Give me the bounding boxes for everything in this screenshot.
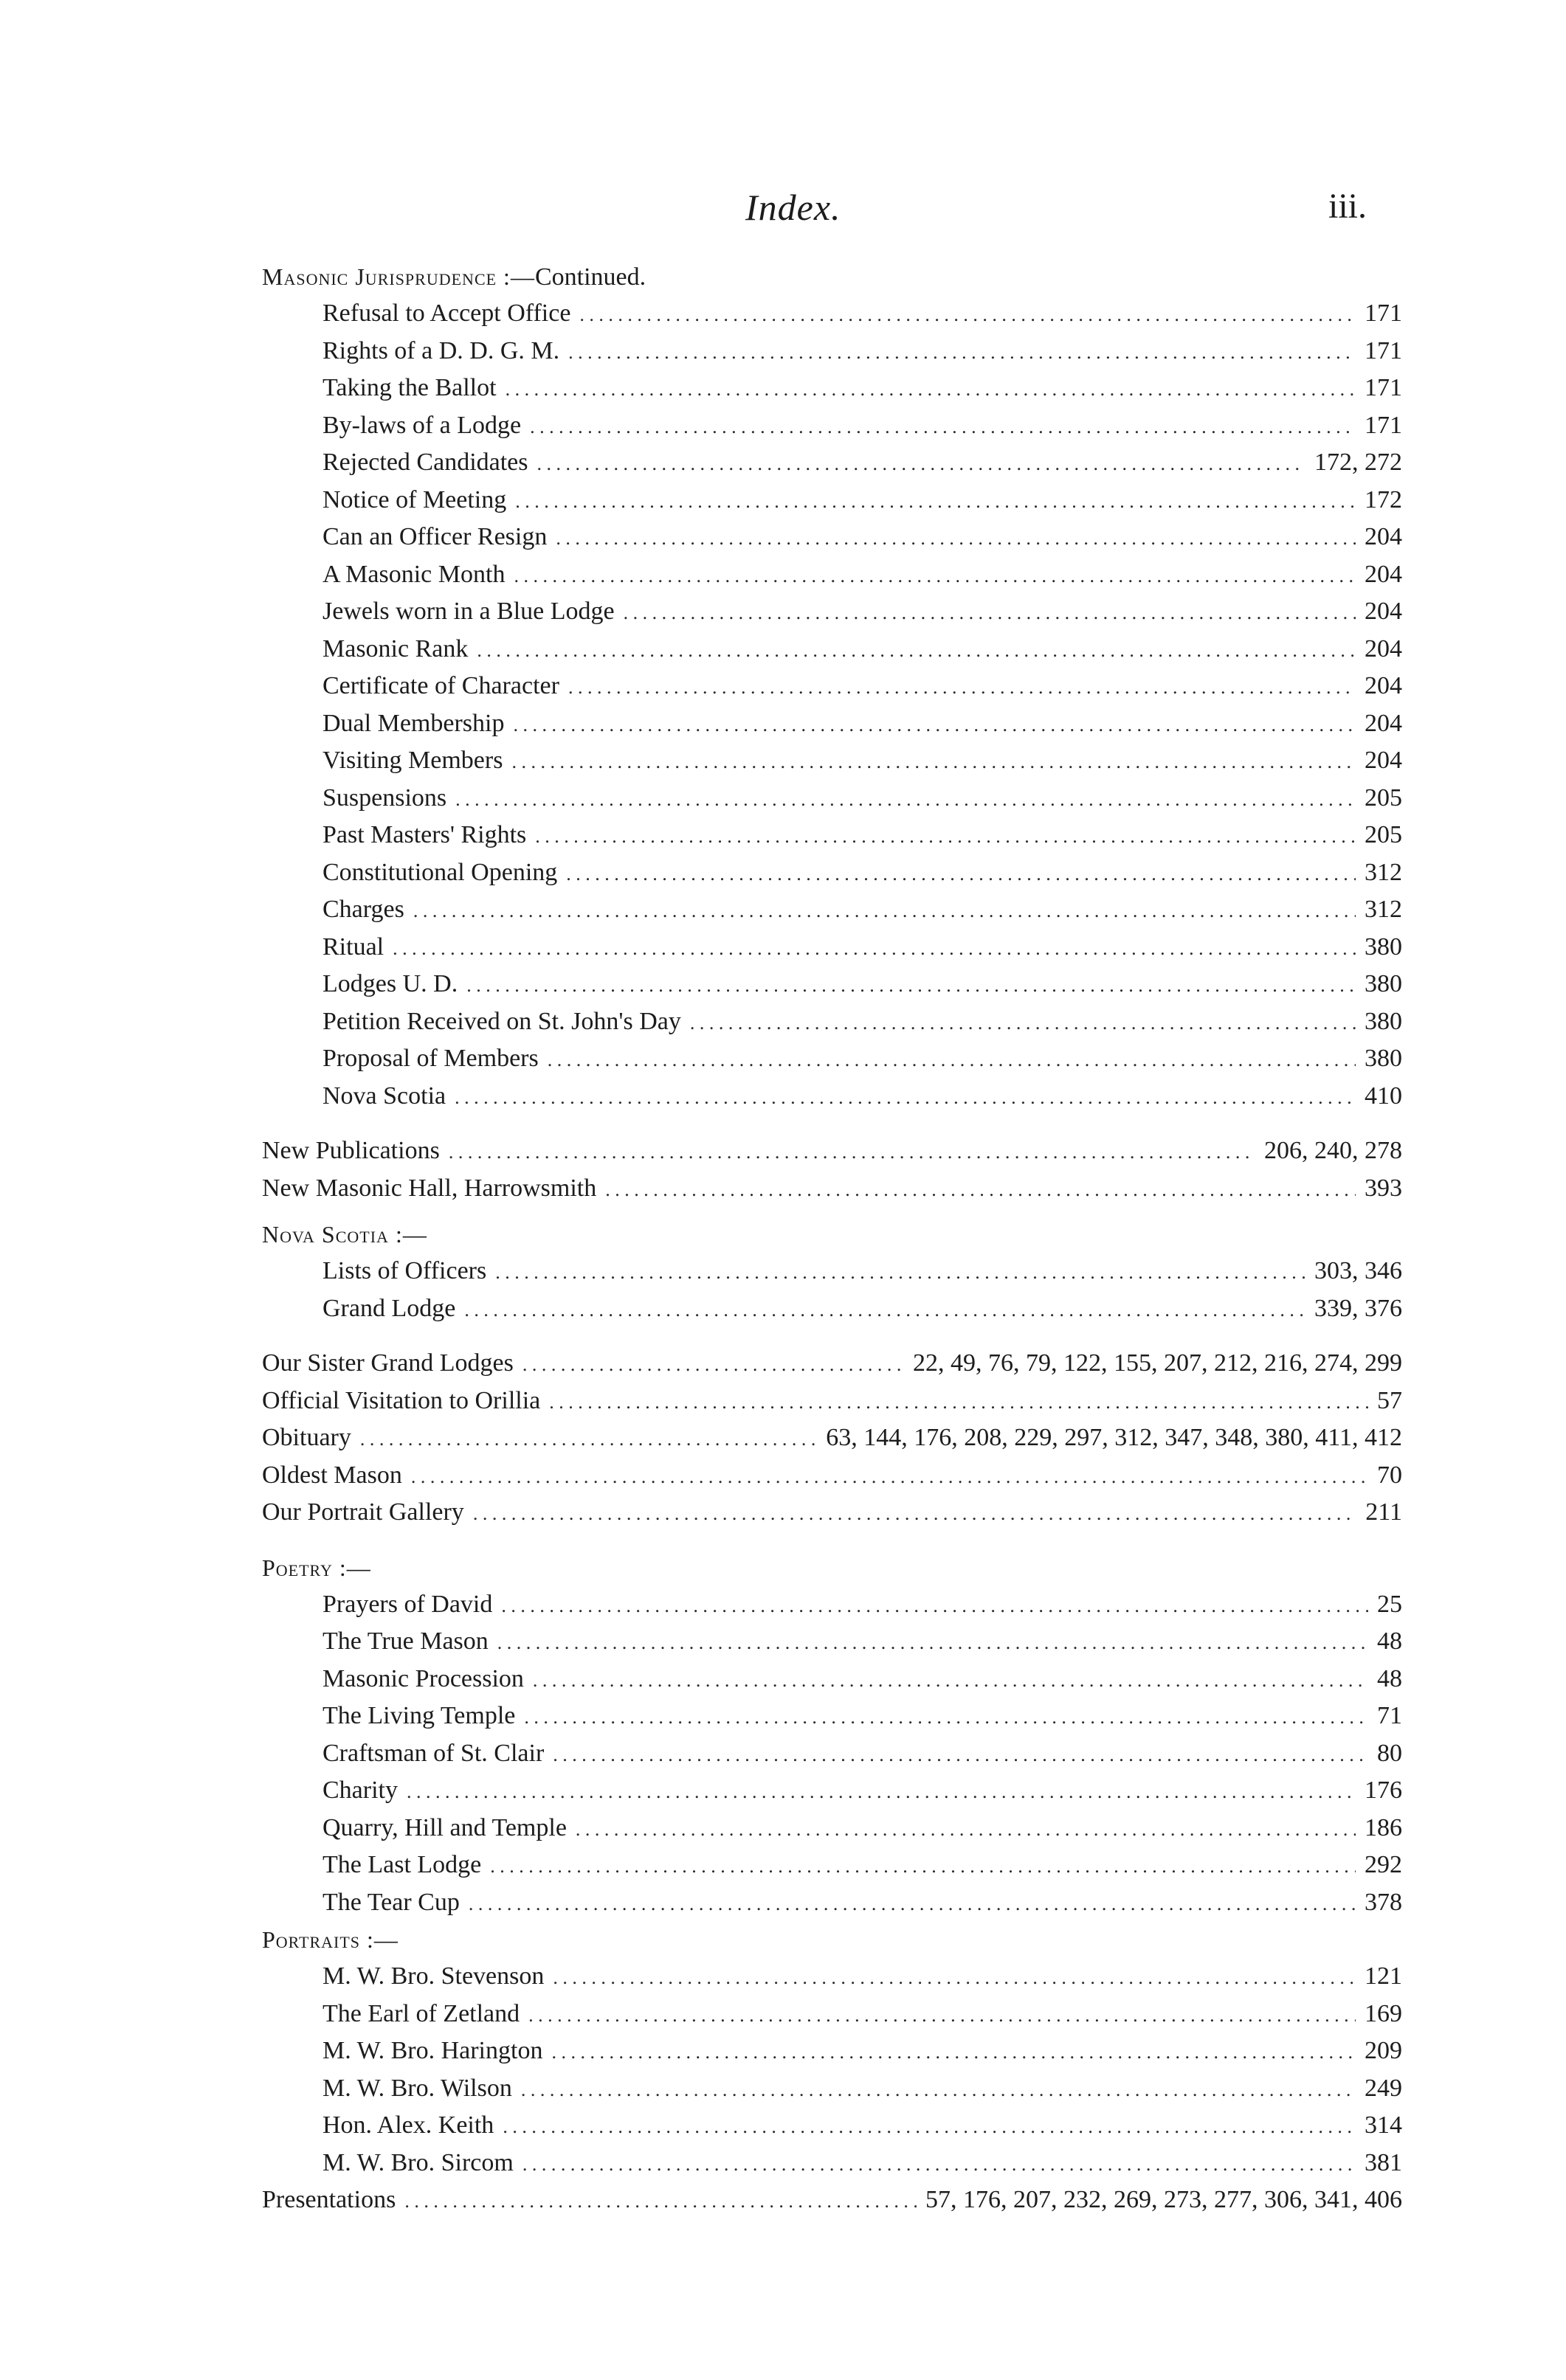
index-entry <box>262 1170 1402 1208</box>
dot-leader <box>455 780 1356 819</box>
dot-leader <box>549 1383 1368 1422</box>
index-entry <box>262 1735 1402 1773</box>
dot-leader <box>464 1290 1305 1329</box>
index-entry <box>262 2033 1402 2070</box>
entry-pages: 171 <box>1365 336 1402 364</box>
entry-label: Our Sister Grand Lodges <box>262 1349 514 1377</box>
entry-pages: 48 <box>1377 1627 1402 1655</box>
nova-scotia-list <box>262 1253 1402 1327</box>
entry-label: Suspensions <box>322 783 447 812</box>
index-entry <box>262 556 1402 594</box>
entry-label: Obituary <box>262 1424 351 1451</box>
index-entry <box>262 1698 1402 1735</box>
index-entry <box>262 2145 1402 2182</box>
section-heading-poetry: Poetry :— <box>262 1554 371 1581</box>
index-entry <box>262 370 1402 407</box>
entry-label: Official Visitation to Orillia <box>262 1386 541 1414</box>
dot-leader <box>393 929 1356 968</box>
index-entry <box>262 1847 1402 1884</box>
entry-label: The Last Lodge <box>322 1851 482 1878</box>
entry-label: The True Mason <box>322 1627 489 1655</box>
index-entry <box>262 407 1402 445</box>
masonic-jurisprudence-list <box>262 295 1402 1115</box>
entry-label: A Masonic Month <box>322 560 506 588</box>
entry-pages: 380 <box>1365 933 1402 961</box>
entry-label: Hon. Alex. Keith <box>322 2111 494 2139</box>
entry-label: Nova Scotia <box>322 1082 446 1110</box>
index-entry <box>262 966 1402 1003</box>
dot-leader <box>413 891 1356 930</box>
index-entry <box>262 891 1402 929</box>
entry-pages: 381 <box>1365 2148 1402 2176</box>
entry-label: Petition Received on St. John's Day <box>322 1007 681 1035</box>
dot-leader <box>690 1003 1356 1042</box>
entry-pages: 380 <box>1365 970 1402 997</box>
entry-pages: 171 <box>1365 374 1402 401</box>
entry-label: New Publications <box>262 1137 440 1164</box>
index-entry <box>262 1132 1402 1170</box>
entry-label: Jewels worn in a Blue Lodge <box>322 598 615 625</box>
entry-pages: 393 <box>1365 1174 1402 1202</box>
entry-label: The Tear Cup <box>322 1888 460 1916</box>
dot-leader <box>360 1419 817 1459</box>
entry-pages: 204 <box>1365 634 1402 663</box>
dot-leader <box>506 370 1356 409</box>
entry-pages: 211 <box>1365 1498 1402 1526</box>
entry-label: Constitutional Opening <box>322 858 558 886</box>
entry-label: Past Masters' Rights <box>322 821 527 848</box>
dot-leader <box>556 519 1356 558</box>
entry-pages: 204 <box>1365 598 1402 625</box>
entry-pages: 378 <box>1365 1888 1402 1916</box>
entry-label: Visiting Members <box>322 747 503 774</box>
entry-pages: 176 <box>1365 1777 1402 1804</box>
index-entry <box>262 742 1402 780</box>
index-entry <box>262 780 1402 817</box>
dot-leader <box>495 1253 1305 1292</box>
dot-leader <box>455 1078 1356 1117</box>
section-heading-masonic-jurisprudence <box>262 258 1402 295</box>
entry-pages: 121 <box>1365 1962 1402 1990</box>
index-entry <box>262 1253 1402 1290</box>
dot-leader <box>490 1847 1356 1886</box>
entry-label: M. W. Bro. Stevenson <box>322 1962 545 1990</box>
entry-label: Our Portrait Gallery <box>262 1498 464 1526</box>
section-heading-nova-scotia: Nova Scotia :— <box>262 1221 427 1248</box>
dot-leader <box>522 1345 904 1384</box>
index-entry <box>262 668 1402 705</box>
index-entry <box>262 1003 1402 1041</box>
dot-leader <box>515 482 1356 521</box>
dot-leader <box>404 2182 917 2221</box>
dot-leader <box>524 1698 1368 1737</box>
entry-label: Craftsman of St. Clair <box>322 1739 545 1767</box>
entry-pages: 22, 49, 76, 79, 122, 155, 207, 212, 216, 274, 299 <box>913 1349 1402 1377</box>
index-content <box>262 258 1402 2219</box>
dot-leader <box>551 2033 1356 2072</box>
index-entry <box>262 1884 1402 1922</box>
index-entry <box>262 929 1402 966</box>
section-heading-portraits: Portraits :— <box>262 1926 399 1953</box>
entry-pages: 206, 240, 278 <box>1264 1137 1402 1164</box>
entry-label: Masonic Procession <box>322 1664 524 1692</box>
index-entry <box>262 1383 1402 1420</box>
dot-leader <box>537 444 1305 483</box>
index-entry <box>262 2070 1402 2108</box>
dot-leader <box>469 1884 1356 1923</box>
entry-pages: 380 <box>1365 1007 1402 1035</box>
entry-label: Charges <box>322 896 404 923</box>
dot-leader <box>533 1661 1368 1700</box>
entry-pages: 204 <box>1365 523 1402 550</box>
dot-leader <box>576 1810 1356 1849</box>
poetry-list <box>262 1586 1402 1922</box>
entry-pages: 169 <box>1365 1999 1402 2027</box>
entry-pages: 48 <box>1377 1664 1402 1692</box>
entry-pages: 57, 176, 207, 232, 269, 273, 277, 306, 341, 406 <box>925 2186 1402 2213</box>
entry-label: Prayers of David <box>322 1590 493 1618</box>
entry-label: M. W. Bro. Harington <box>322 2037 543 2064</box>
dot-leader <box>514 556 1356 595</box>
entry-pages: 312 <box>1365 858 1402 886</box>
dot-leader <box>579 295 1356 334</box>
index-entry <box>262 295 1402 333</box>
index-entry <box>262 519 1402 556</box>
entry-label: Lists of Officers <box>322 1257 487 1284</box>
entry-label: Proposal of Members <box>322 1045 539 1072</box>
entry-pages: 172 <box>1365 485 1402 513</box>
entry-label: Notice of Meeting <box>322 485 507 513</box>
new-entries-list <box>262 1132 1402 1207</box>
dot-leader <box>522 2145 1356 2184</box>
index-entry <box>262 1040 1402 1078</box>
dot-leader <box>473 1494 1356 1533</box>
dot-leader <box>568 668 1356 707</box>
dot-leader <box>530 407 1356 446</box>
entry-pages: 292 <box>1365 1851 1402 1878</box>
index-entry <box>262 1078 1402 1115</box>
entry-label: Can an Officer Resign <box>322 523 548 550</box>
index-entry <box>262 1345 1402 1383</box>
dot-leader <box>568 333 1356 372</box>
entry-label: Dual Membership <box>322 709 505 737</box>
dot-leader <box>477 631 1356 670</box>
index-entry <box>262 1810 1402 1847</box>
index-entry <box>262 854 1402 892</box>
index-entry <box>262 333 1402 370</box>
entry-label: Presentations <box>262 2186 396 2213</box>
index-entry <box>262 1419 1402 1457</box>
entry-label: By-laws of a Lodge <box>322 411 522 439</box>
index-entry <box>262 1623 1402 1661</box>
dot-leader <box>466 966 1356 1005</box>
dot-leader <box>501 1586 1368 1625</box>
entry-pages: 410 <box>1365 1082 1402 1110</box>
entry-label: Rejected Candidates <box>322 449 528 476</box>
entry-pages: 70 <box>1377 1461 1402 1489</box>
entry-label: Ritual <box>322 933 384 961</box>
portraits-list <box>262 1958 1402 2182</box>
entry-pages: 303, 346 <box>1314 1257 1402 1284</box>
page-title: Index. <box>745 187 841 228</box>
dot-leader <box>566 854 1356 893</box>
entry-pages: 205 <box>1365 783 1402 812</box>
dot-leader <box>497 1623 1368 1662</box>
dot-leader <box>513 705 1356 744</box>
entry-pages: 186 <box>1365 1813 1402 1841</box>
dot-leader <box>528 1996 1356 2035</box>
entry-label: M. W. Bro. Sircom <box>322 2148 514 2176</box>
entry-label: Refusal to Accept Office <box>322 300 571 327</box>
dot-leader <box>511 742 1356 781</box>
index-entry <box>262 1772 1402 1810</box>
dot-leader <box>605 1170 1356 1209</box>
entry-label: Oldest Mason <box>262 1461 402 1489</box>
entry-pages: 314 <box>1365 2111 1402 2139</box>
index-entry <box>262 1661 1402 1698</box>
entry-label: Quarry, Hill and Temple <box>322 1813 567 1841</box>
dot-leader <box>624 593 1356 632</box>
entry-pages: 204 <box>1365 747 1402 774</box>
entry-label: Certificate of Character <box>322 672 559 699</box>
entry-label: M. W. Bro. Wilson <box>322 2074 512 2102</box>
index-entry <box>262 1457 1402 1495</box>
entry-pages: 71 <box>1377 1702 1402 1729</box>
dot-leader <box>535 817 1356 856</box>
index-entry <box>262 1996 1402 2033</box>
entry-pages: 172, 272 <box>1314 449 1402 476</box>
dot-leader <box>503 2107 1356 2146</box>
dot-leader <box>521 2070 1356 2109</box>
index-entry <box>262 444 1402 482</box>
dot-leader <box>553 1958 1356 1997</box>
entry-pages: 380 <box>1365 1045 1402 1072</box>
entry-label: Masonic Rank <box>322 634 469 663</box>
index-entry <box>262 1494 1402 1532</box>
entry-pages: 205 <box>1365 821 1402 848</box>
entry-pages: 25 <box>1377 1590 1402 1618</box>
entry-label: Taking the Ballot <box>322 374 497 401</box>
entry-pages: 171 <box>1365 411 1402 439</box>
entry-pages: 204 <box>1365 560 1402 588</box>
dot-leader <box>553 1735 1368 1774</box>
index-entry <box>262 1958 1402 1996</box>
entry-pages: 80 <box>1377 1739 1402 1767</box>
index-entry-presentations <box>262 2182 1402 2219</box>
entry-pages: 57 <box>1377 1386 1402 1414</box>
dot-leader <box>411 1457 1368 1496</box>
entry-pages: 204 <box>1365 709 1402 737</box>
section-heading-label: Masonic Jurisprudence :— <box>262 263 535 290</box>
entry-pages: 209 <box>1365 2037 1402 2064</box>
index-entry <box>262 1586 1402 1624</box>
entry-pages: 171 <box>1365 300 1402 327</box>
index-entry <box>262 482 1402 519</box>
entry-label: The Living Temple <box>322 1702 516 1729</box>
entry-pages: 312 <box>1365 896 1402 923</box>
continued-label: Continued. <box>534 263 646 291</box>
entry-label: Charity <box>322 1777 398 1804</box>
entry-label: New Masonic Hall, Harrowsmith <box>262 1174 597 1202</box>
index-entry <box>262 2107 1402 2145</box>
entry-pages: 339, 376 <box>1314 1294 1402 1322</box>
index-entry <box>262 631 1402 668</box>
entry-pages: 204 <box>1365 672 1402 699</box>
index-entry <box>262 1290 1402 1328</box>
dot-leader <box>407 1772 1356 1811</box>
index-entry <box>262 593 1402 631</box>
dot-leader <box>449 1132 1255 1172</box>
entry-label: Lodges U. D. <box>322 970 458 997</box>
entry-label: Grand Lodge <box>322 1294 456 1322</box>
entry-label: Rights of a D. D. G. M. <box>322 336 560 364</box>
o-entries-list <box>262 1345 1402 1532</box>
entry-label: The Earl of Zetland <box>322 1999 520 2027</box>
index-entry <box>262 817 1402 854</box>
dot-leader <box>548 1040 1356 1079</box>
index-entry <box>262 705 1402 743</box>
entry-pages: 249 <box>1365 2074 1402 2102</box>
page-number: iii. <box>1328 187 1367 226</box>
entry-pages: 63, 144, 176, 208, 229, 297, 312, 347, 348, 380, 411, 412 <box>826 1424 1402 1451</box>
